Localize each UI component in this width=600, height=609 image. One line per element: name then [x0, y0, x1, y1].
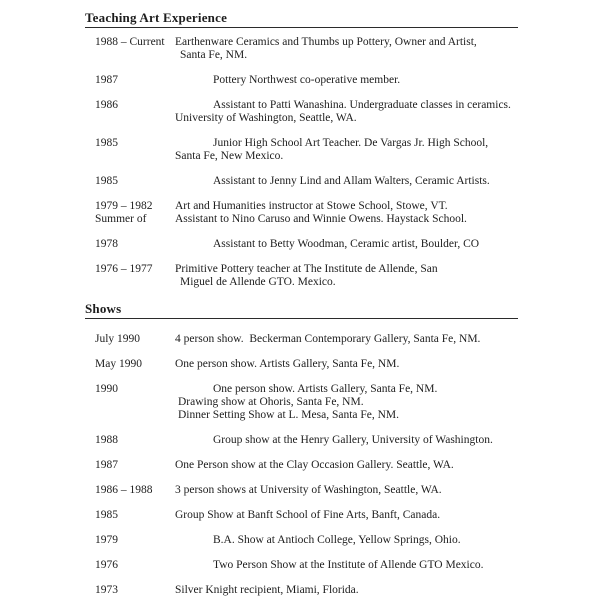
resume-entry [95, 584, 518, 597]
resume-entry [95, 534, 518, 547]
entry-description-line: Assistant to Patti Wanashina. Undergraduate classes in ceramics. [213, 99, 511, 111]
entry-description-line: Group show at the Henry Gallery, University of Washington. [213, 434, 493, 446]
entry-date-column [95, 263, 175, 276]
entry-date: 1985 [95, 509, 118, 521]
entry-date: 1988 [95, 434, 118, 446]
entry-date: 1973 [95, 584, 118, 596]
entry-description-column [175, 434, 518, 447]
resume-section [85, 10, 518, 289]
entry-description-line: Art and Humanities instructor at Stowe School, Stowe, VT. [175, 200, 448, 212]
entry-date: July 1990 [95, 333, 141, 345]
entry-description-line: One person show. Artists Gallery, Santa Fe, NM. [213, 383, 438, 395]
entry-description-line: Two Person Show at the Institute of Allende GTO Mexico. [213, 559, 484, 571]
entry-description-column [175, 358, 518, 371]
entry-description-column [175, 333, 518, 346]
entry-description-line: Drawing show at Ohoris, Santa Fe, NM. [178, 396, 364, 408]
entry-description-column [175, 534, 518, 547]
entry-date: 1986 – 1988 [95, 484, 153, 496]
entry-description-column [175, 484, 518, 497]
entry-date-column [95, 358, 175, 371]
entry-description-line: 3 person shows at University of Washington, Seattle, WA. [175, 484, 442, 496]
entry-date-column [95, 434, 175, 447]
entry-date-column [95, 99, 175, 112]
entry-date: 1979 – 1982 [95, 200, 153, 212]
entry-date-column [95, 175, 175, 188]
entry-date-column [95, 333, 175, 346]
entry-date-column [95, 137, 175, 150]
entry-description-column [175, 459, 518, 472]
entry-description-line: Miguel de Allende GTO. Mexico. [180, 276, 336, 288]
entry-description-column [175, 559, 518, 572]
entry-description-column [175, 137, 518, 163]
entry-description-column [175, 509, 518, 522]
entry-date-column [95, 584, 175, 597]
entry-date-column [95, 238, 175, 251]
resume-entry [95, 434, 518, 447]
resume-entry [95, 263, 518, 289]
resume-entry [95, 459, 518, 472]
entry-description-column [175, 74, 518, 87]
entry-date-column [95, 509, 175, 522]
entry-date: 1990 [95, 383, 118, 395]
entry-date-column [95, 200, 175, 226]
entry-description-line: Silver Knight recipient, Miami, Florida. [175, 584, 359, 596]
entry-description-line: Pottery Northwest co-operative member. [213, 74, 401, 86]
entry-date-column [95, 74, 175, 87]
resume-entry [95, 238, 518, 251]
entry-date: 1985 [95, 137, 118, 149]
entry-date: 1976 [95, 559, 118, 571]
entry-date: 1986 [95, 99, 118, 111]
entry-date-column [95, 36, 175, 49]
entry-date-column [95, 484, 175, 497]
resume-entry [95, 559, 518, 572]
resume-entry [95, 383, 518, 422]
entry-date-column [95, 559, 175, 572]
entry-date-column [95, 383, 175, 396]
resume-entry [95, 358, 518, 371]
entry-description-line: Assistant to Nino Caruso and Winnie Owens. Haystack School. [175, 213, 467, 225]
resume-entry [95, 200, 518, 226]
entry-date: 1987 [95, 74, 118, 86]
entry-description-line: Santa Fe, NM. [180, 49, 248, 61]
entry-description-line: Assistant to Betty Woodman, Ceramic artist, Boulder, CO [213, 238, 480, 250]
entry-description-line: Earthenware Ceramics and Thumbs up Pottery, Owner and Artist, [175, 36, 477, 48]
entry-date: 1979 [95, 534, 118, 546]
entry-description-line: 4 person show. Beckerman Contemporary Gallery, Santa Fe, NM. [175, 333, 481, 345]
resume-entry [95, 74, 518, 87]
entry-date: 1985 [95, 175, 118, 187]
entry-date: Summer of [95, 213, 147, 225]
entry-description-line: B.A. Show at Antioch College, Yellow Springs, Ohio. [213, 534, 461, 546]
entry-description-line: Group Show at Banft School of Fine Arts, Banft, Canada. [175, 509, 441, 521]
entry-description-line: University of Washington, Seattle, WA. [175, 112, 357, 124]
entry-description-column [175, 263, 518, 289]
entry-description-line: One person show. Artists Gallery, Santa Fe, NM. [175, 358, 400, 370]
entry-description-column [175, 99, 518, 125]
entry-description-column [175, 238, 518, 251]
entry-description-line: Junior High School Art Teacher. De Vargas Jr. High School, [213, 137, 489, 149]
entry-description-column [175, 200, 518, 226]
entry-description-line: Primitive Pottery teacher at The Institute de Allende, San [175, 263, 438, 275]
entry-description-line: Assistant to Jenny Lind and Allam Walters, Ceramic Artists. [213, 175, 490, 187]
entry-date: 1987 [95, 459, 118, 471]
entry-description-column [175, 175, 518, 188]
entry-date: May 1990 [95, 358, 142, 370]
entry-date-column [95, 534, 175, 547]
resume-entry [95, 175, 518, 188]
entry-description-column [175, 36, 518, 62]
resume-entry [95, 484, 518, 497]
resume-entry [95, 36, 518, 62]
resume-entry [95, 137, 518, 163]
entry-description-column [175, 584, 518, 597]
resume-section [85, 301, 518, 597]
entry-date: 1988 – Current [95, 36, 165, 48]
section-heading: Teaching Art Experience [85, 10, 518, 28]
entry-description-line: Santa Fe, New Mexico. [175, 150, 284, 162]
section-heading: Shows [85, 301, 518, 319]
entry-date: 1978 [95, 238, 118, 250]
entry-description-column [175, 383, 518, 422]
document-page [85, 10, 518, 609]
entry-description-line: Dinner Setting Show at L. Mesa, Santa Fe, NM. [178, 409, 400, 421]
resume-entry [95, 509, 518, 522]
resume-entry [95, 333, 518, 346]
entry-description-line: One Person show at the Clay Occasion Gallery. Seattle, WA. [175, 459, 454, 471]
resume-entry [95, 99, 518, 125]
entry-date: 1976 – 1977 [95, 263, 153, 275]
entry-date-column [95, 459, 175, 472]
